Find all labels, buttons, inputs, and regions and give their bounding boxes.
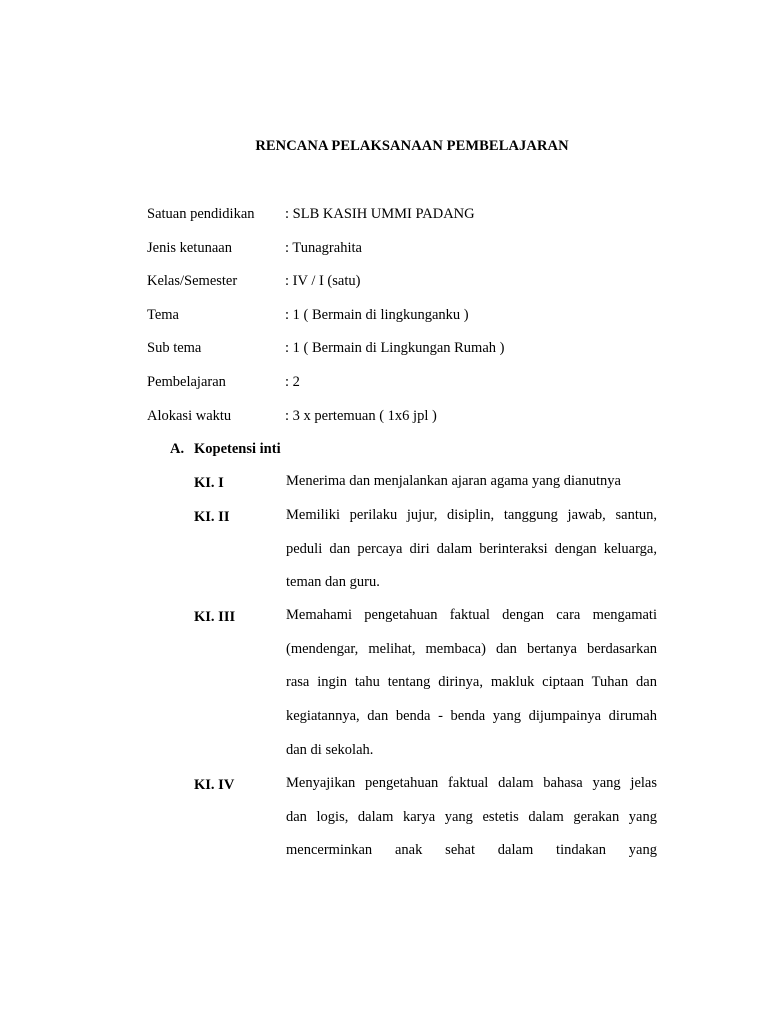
document-title: RENCANA PELAKSANAAN PEMBELAJARAN [255,138,569,154]
identity-row-alokasi-waktu [147,407,437,425]
ki-line: kegiatannya, dan benda - benda yang dijumpainya dirumah [286,708,657,725]
ki-code: KI. II [194,509,230,525]
identity-row-pembelajaran [147,373,300,391]
ki-code: KI. IV [194,777,235,793]
identity-value: : SLB KASIH UMMI PADANG [285,206,475,222]
ki-line: mencerminkan anak sehat dalam tindakan yang [286,842,657,859]
ki-line: teman dan guru. [286,574,380,591]
identity-label: Tema [147,307,179,323]
identity-label: Satuan pendidikan [147,206,255,222]
ki-line: Menerima dan menjalankan ajaran agama yang dianutnya [286,473,621,489]
identity-label: Kelas/Semester [147,273,238,289]
ki-line: Menyajikan pengetahuan faktual dalam bahasa yang jelas [286,775,657,791]
identity-row-kelas-semester [147,272,360,290]
identity-row-tema [147,306,469,324]
identity-label: Alokasi waktu [147,408,232,424]
identity-label: Sub tema [147,340,202,356]
ki-line: rasa ingin tahu tentang dirinya, makluk ciptaan Tuhan dan [286,674,657,691]
section-title: Kopetensi inti [194,441,281,457]
ki-line: dan di sekolah. [286,741,374,758]
identity-value: : 1 ( Bermain di Lingkungan Rumah ) [285,340,505,356]
ki-description [286,499,657,600]
section-heading-kompetensi-inti [170,440,281,458]
ki-line: Memiliki perilaku jujur, disiplin, tanggung jawab, santun, [286,507,657,523]
ki-description [286,465,657,499]
ki-description [286,767,657,868]
identity-value: : 2 [285,374,300,390]
ki-description [286,599,657,768]
ki-line: dan logis, dalam karya yang estetis dalam gerakan yang [286,808,657,825]
identity-value: : Tunagrahita [285,240,362,256]
ki-line: (mendengar, melihat, membaca) dan bertanya berdasarkan [286,640,657,657]
identity-value: : IV / I (satu) [285,273,361,289]
section-number: A. [170,441,185,457]
identity-label: Jenis ketunaan [147,240,232,256]
identity-row-satuan-pendidikan [147,205,475,223]
identity-row-sub-tema [147,339,504,357]
ki-line: peduli dan percaya diri dalam berinteraksi dengan keluarga, [286,540,657,557]
identity-row-jenis-ketunaan [147,239,362,257]
ki-code: KI. I [194,475,224,491]
ki-line: Memahami pengetahuan faktual dengan cara mengamati [286,607,657,623]
identity-label: Pembelajaran [147,374,226,390]
ki-code: KI. III [194,609,236,625]
identity-value: : 1 ( Bermain di lingkunganku ) [285,307,469,323]
identity-value: : 3 x pertemuan ( 1x6 jpl ) [285,408,437,424]
